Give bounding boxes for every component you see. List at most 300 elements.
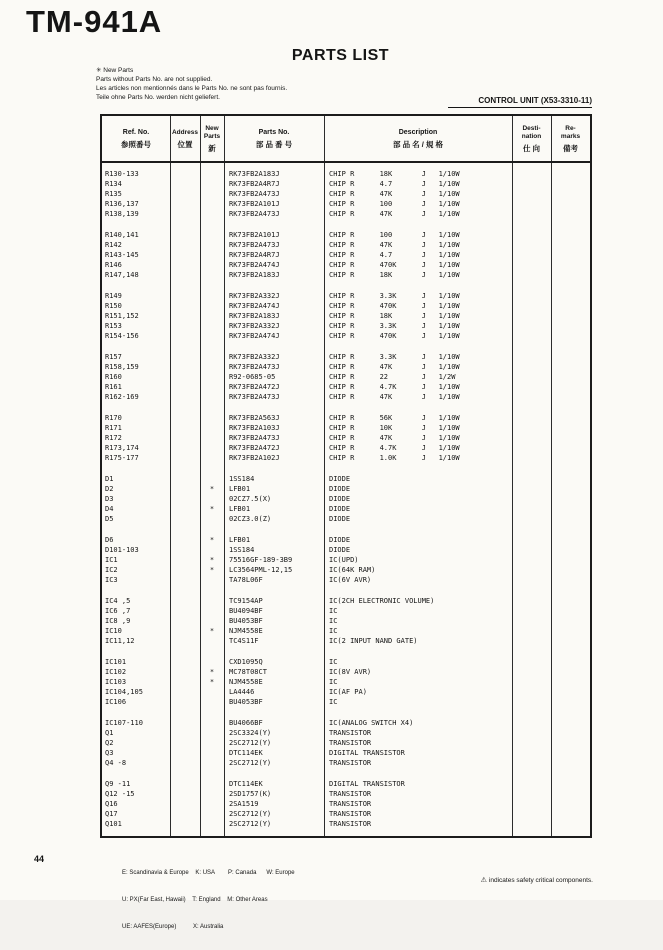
destination-cell: [512, 606, 551, 616]
ref-no-cell: R153: [105, 322, 122, 330]
ref-no-cell: IC106: [105, 698, 127, 706]
table-row: [102, 443, 590, 453]
remarks-cell: [551, 504, 590, 514]
notes-block: [96, 66, 287, 102]
parts-no-cell: RK73FB2A102J: [229, 454, 280, 462]
destination-cell: [512, 718, 551, 728]
parts-no-cell: RK73FB2A472J: [229, 444, 280, 452]
description-cell: TRANSISTOR: [329, 790, 372, 798]
description-cell: CHIP R 3.3K J 1/10W: [329, 292, 460, 300]
parts-no-cell: RK73FB2A101J: [229, 231, 280, 239]
address-cell: [170, 504, 200, 514]
note-new-parts: ✳ New Parts: [96, 67, 134, 74]
new-parts-cell: [200, 494, 224, 504]
address-cell: [170, 555, 200, 565]
ref-no-cell: IC1: [105, 556, 118, 564]
new-parts-cell: *: [209, 485, 215, 493]
table-row: [102, 809, 590, 819]
destination-cell: [512, 413, 551, 423]
description-cell: IC: [329, 658, 338, 666]
address-cell: [170, 230, 200, 240]
description-cell: CHIP R 100 J 1/10W: [329, 200, 460, 208]
ref-no-cell: IC104,105: [105, 688, 143, 696]
ref-no-cell: Q101: [105, 820, 122, 828]
table-row: [102, 626, 590, 636]
new-parts-cell: [200, 748, 224, 758]
parts-no-cell: RK73FB2A473J: [229, 393, 280, 401]
new-parts-cell: *: [209, 627, 215, 635]
header-new-parts: [200, 116, 224, 161]
parts-no-cell: MC78T08CT: [229, 668, 267, 676]
destination-cell: [512, 453, 551, 463]
header-address: [170, 116, 200, 161]
destination-cell: [512, 362, 551, 372]
ref-no-cell: R161: [105, 383, 122, 391]
parts-no-cell: BU4053BF: [229, 698, 263, 706]
new-parts-cell: [200, 250, 224, 260]
new-parts-cell: *: [209, 566, 215, 574]
remarks-cell: [551, 453, 590, 463]
destination-cell: [512, 189, 551, 199]
table-row: [102, 321, 590, 331]
remarks-cell: [551, 728, 590, 738]
parts-no-cell: RK73FB2A103J: [229, 424, 280, 432]
destination-cell: [512, 809, 551, 819]
table-row: [102, 250, 590, 260]
destination-cell: [512, 240, 551, 250]
remarks-cell: [551, 240, 590, 250]
destination-cell: [512, 423, 551, 433]
remarks-cell: [551, 179, 590, 189]
destination-cell: [512, 504, 551, 514]
parts-no-cell: LFB01: [229, 536, 251, 544]
remarks-cell: [551, 189, 590, 199]
new-parts-cell: [200, 392, 224, 402]
remarks-cell: [551, 413, 590, 423]
row-group: [102, 169, 590, 219]
table-row: [102, 301, 590, 311]
remarks-cell: [551, 718, 590, 728]
remarks-cell: [551, 331, 590, 341]
description-cell: TRANSISTOR: [329, 739, 372, 747]
ref-no-cell: IC102: [105, 668, 127, 676]
address-cell: [170, 687, 200, 697]
remarks-cell: [551, 433, 590, 443]
destination-cell: [512, 321, 551, 331]
destination-cell: [512, 169, 551, 179]
destination-cell: [512, 535, 551, 545]
description-cell: IC: [329, 617, 338, 625]
table-row: [102, 372, 590, 382]
row-group: [102, 596, 590, 646]
address-cell: [170, 758, 200, 768]
description-cell: DIGITAL TRANSISTOR: [329, 749, 405, 757]
ref-no-cell: Q16: [105, 800, 118, 808]
new-parts-cell: [200, 321, 224, 331]
new-parts-cell: [200, 413, 224, 423]
parts-no-cell: RK73FB2A183J: [229, 170, 280, 178]
ref-no-cell: R146: [105, 261, 122, 269]
description-cell: IC(8V AVR): [329, 668, 372, 676]
row-group: [102, 474, 590, 524]
new-parts-cell: [200, 240, 224, 250]
new-parts-cell: [200, 799, 224, 809]
table-row: [102, 230, 590, 240]
table-row: [102, 433, 590, 443]
header-address-en: Address: [171, 128, 198, 136]
parts-no-cell: RK73FB2A472J: [229, 383, 280, 391]
table-row: [102, 270, 590, 280]
description-cell: DIGITAL TRANSISTOR: [329, 780, 405, 788]
description-cell: IC(64K RAM): [329, 566, 376, 574]
parts-no-cell: 1SS184: [229, 475, 255, 483]
parts-no-cell: 2SC2712(Y): [229, 820, 272, 828]
ref-no-cell: IC10: [105, 627, 122, 635]
parts-no-cell: 2SC2712(Y): [229, 759, 272, 767]
description-cell: IC: [329, 678, 338, 686]
address-cell: [170, 728, 200, 738]
table-row: [102, 789, 590, 799]
destination-cell: [512, 545, 551, 555]
destination-cell: [512, 687, 551, 697]
parts-no-cell: RK73FB2A332J: [229, 353, 280, 361]
new-parts-cell: [200, 789, 224, 799]
new-parts-cell: [200, 616, 224, 626]
ref-no-cell: IC8 ,9: [105, 617, 131, 625]
description-cell: TRANSISTOR: [329, 729, 372, 737]
parts-no-cell: RK73FB2A563J: [229, 414, 280, 422]
new-parts-cell: [200, 809, 224, 819]
description-cell: CHIP R 47K J 1/10W: [329, 190, 460, 198]
address-cell: [170, 199, 200, 209]
table-row: [102, 657, 590, 667]
parts-no-cell: RK73FB2A4R7J: [229, 180, 280, 188]
note-en: Parts without Parts No. are not supplied.: [96, 76, 213, 83]
ref-no-cell: R140,141: [105, 231, 139, 239]
parts-no-cell: BU4066BF: [229, 719, 263, 727]
ref-no-cell: IC6 ,7: [105, 607, 131, 615]
model-title: TM-941A: [26, 4, 163, 39]
table-row: [102, 189, 590, 199]
parts-no-cell: RK73FB2A4R7J: [229, 251, 280, 259]
table-row: [102, 413, 590, 423]
table-row: [102, 209, 590, 219]
description-cell: IC(6V AVR): [329, 576, 372, 584]
unit-label: CONTROL UNIT (X53-3310-11): [448, 96, 592, 108]
page-number: 44: [34, 854, 45, 864]
table-row: [102, 199, 590, 209]
ref-no-cell: Q3: [105, 749, 114, 757]
address-cell: [170, 189, 200, 199]
row-group: [102, 657, 590, 707]
ref-no-cell: R175-177: [105, 454, 139, 462]
table-row: [102, 606, 590, 616]
remarks-cell: [551, 494, 590, 504]
header-remarks-en1: Re-: [565, 124, 576, 132]
remarks-cell: [551, 636, 590, 646]
parts-no-cell: 2SC3324(Y): [229, 729, 272, 737]
table-row: [102, 352, 590, 362]
destination-cell: [512, 301, 551, 311]
table-row: [102, 758, 590, 768]
address-cell: [170, 250, 200, 260]
parts-no-cell: RK73FB2A332J: [229, 292, 280, 300]
row-group: [102, 291, 590, 341]
address-cell: [170, 575, 200, 585]
remarks-cell: [551, 809, 590, 819]
remarks-cell: [551, 291, 590, 301]
address-cell: [170, 169, 200, 179]
remarks-cell: [551, 250, 590, 260]
header-ref-no: [102, 116, 170, 161]
ref-no-cell: R130-133: [105, 170, 139, 178]
destination-cell: [512, 789, 551, 799]
ref-no-cell: Q1: [105, 729, 114, 737]
remarks-cell: [551, 616, 590, 626]
address-cell: [170, 535, 200, 545]
table-row: [102, 453, 590, 463]
description-cell: CHIP R 56K J 1/10W: [329, 414, 460, 422]
parts-no-cell: NJM4558E: [229, 627, 263, 635]
remarks-cell: [551, 606, 590, 616]
parts-no-cell: BU4053BF: [229, 617, 263, 625]
new-parts-cell: *: [209, 678, 215, 686]
ref-no-cell: R138,139: [105, 210, 139, 218]
parts-no-cell: RK73FB2A183J: [229, 312, 280, 320]
table-row: [102, 382, 590, 392]
new-parts-cell: [200, 260, 224, 270]
new-parts-cell: [200, 758, 224, 768]
new-parts-cell: [200, 596, 224, 606]
parts-no-cell: 02CZ7.5(X): [229, 495, 272, 503]
destination-cell: [512, 382, 551, 392]
description-cell: IC(2 INPUT NAND GATE): [329, 637, 418, 645]
address-cell: [170, 453, 200, 463]
table-row: [102, 555, 590, 565]
remarks-cell: [551, 311, 590, 321]
remarks-cell: [551, 748, 590, 758]
address-cell: [170, 799, 200, 809]
address-cell: [170, 514, 200, 524]
destination-cell: [512, 636, 551, 646]
address-cell: [170, 748, 200, 758]
row-group: [102, 718, 590, 768]
destination-cell: [512, 291, 551, 301]
ref-no-cell: D2: [105, 485, 114, 493]
description-cell: CHIP R 4.7 J 1/10W: [329, 180, 460, 188]
table-row: [102, 687, 590, 697]
new-parts-cell: [200, 352, 224, 362]
new-parts-cell: [200, 545, 224, 555]
remarks-cell: [551, 697, 590, 707]
safety-note: [481, 876, 593, 884]
description-cell: TRANSISTOR: [329, 810, 372, 818]
parts-no-cell: TC4S11F: [229, 637, 259, 645]
address-cell: [170, 616, 200, 626]
description-cell: CHIP R 47K J 1/10W: [329, 210, 460, 218]
address-cell: [170, 311, 200, 321]
parts-no-cell: 02CZ3.0(Z): [229, 515, 272, 523]
remarks-cell: [551, 565, 590, 575]
ref-no-cell: R162-169: [105, 393, 139, 401]
table-row: [102, 179, 590, 189]
remarks-cell: [551, 423, 590, 433]
address-cell: [170, 819, 200, 829]
destination-cell: [512, 616, 551, 626]
parts-no-cell: 2SD1757(K): [229, 790, 272, 798]
note-de: Teile ohne Parts No. werden nicht geliefert.: [96, 94, 220, 101]
ref-no-cell: IC4 ,5: [105, 597, 131, 605]
header-description-en: Description: [398, 129, 438, 136]
table-row: [102, 423, 590, 433]
new-parts-cell: [200, 179, 224, 189]
parts-no-cell: RK73FB2A474J: [229, 261, 280, 269]
address-cell: [170, 809, 200, 819]
new-parts-cell: *: [209, 505, 215, 513]
remarks-cell: [551, 535, 590, 545]
ref-no-cell: Q17: [105, 810, 118, 818]
remarks-cell: [551, 301, 590, 311]
destination-cell: [512, 626, 551, 636]
ref-no-cell: IC101: [105, 658, 127, 666]
address-cell: [170, 382, 200, 392]
ref-no-cell: Q9 -11: [105, 780, 131, 788]
table-row: [102, 504, 590, 514]
destination-cell: [512, 667, 551, 677]
address-cell: [170, 270, 200, 280]
destination-cell: [512, 779, 551, 789]
remarks-cell: [551, 169, 590, 179]
ref-no-cell: R134: [105, 180, 122, 188]
destination-cell: [512, 311, 551, 321]
table-row: [102, 535, 590, 545]
address-cell: [170, 179, 200, 189]
ref-no-cell: R150: [105, 302, 122, 310]
address-cell: [170, 677, 200, 687]
new-parts-cell: [200, 301, 224, 311]
parts-no-cell: LA4446: [229, 688, 255, 696]
parts-no-cell: R92-0685-05: [229, 373, 276, 381]
table-row: [102, 545, 590, 555]
description-cell: CHIP R 47K J 1/10W: [329, 434, 460, 442]
ref-no-cell: R157: [105, 353, 122, 361]
table-header: [102, 116, 590, 163]
ref-no-cell: R173,174: [105, 444, 139, 452]
address-cell: [170, 392, 200, 402]
remarks-cell: [551, 382, 590, 392]
destination-cell: [512, 209, 551, 219]
new-parts-cell: [200, 423, 224, 433]
new-parts-cell: *: [209, 556, 215, 564]
ref-no-cell: IC107-110: [105, 719, 143, 727]
ref-no-cell: IC2: [105, 566, 118, 574]
table-row: [102, 667, 590, 677]
address-cell: [170, 596, 200, 606]
ref-no-cell: R135: [105, 190, 122, 198]
description-cell: DIODE: [329, 505, 351, 513]
description-cell: CHIP R 18K J 1/10W: [329, 271, 460, 279]
remarks-cell: [551, 657, 590, 667]
header-address-jp: 位置: [177, 139, 193, 149]
destination-cell: [512, 474, 551, 484]
remarks-cell: [551, 484, 590, 494]
new-parts-cell: [200, 657, 224, 667]
parts-no-cell: 75516GF-189-3B9: [229, 556, 293, 564]
parts-no-cell: 1SS184: [229, 546, 255, 554]
address-cell: [170, 413, 200, 423]
new-parts-cell: [200, 270, 224, 280]
legend-line: E: Scandinavia & Europe K: USA P: Canada W: Europe: [122, 870, 295, 876]
destination-cell: [512, 596, 551, 606]
remarks-cell: [551, 270, 590, 280]
address-cell: [170, 565, 200, 575]
destination-cell: [512, 372, 551, 382]
destination-cell: [512, 199, 551, 209]
parts-no-cell: LFB01: [229, 485, 251, 493]
parts-no-cell: 2SC2712(Y): [229, 739, 272, 747]
address-cell: [170, 718, 200, 728]
description-cell: CHIP R 100 J 1/10W: [329, 231, 460, 239]
description-cell: IC(AF PA): [329, 688, 367, 696]
table-row: [102, 291, 590, 301]
header-new-en1: New: [205, 124, 219, 132]
new-parts-cell: [200, 169, 224, 179]
description-cell: DIODE: [329, 515, 351, 523]
ref-no-cell: R154-156: [105, 332, 139, 340]
ref-no-cell: Q4 -8: [105, 759, 127, 767]
remarks-cell: [551, 819, 590, 829]
ref-no-cell: R136,137: [105, 200, 139, 208]
ref-no-cell: IC11,12: [105, 637, 135, 645]
ref-no-cell: R170: [105, 414, 122, 422]
new-parts-cell: [200, 728, 224, 738]
table-row: [102, 362, 590, 372]
remarks-cell: [551, 321, 590, 331]
table-row: [102, 616, 590, 626]
table-row: [102, 779, 590, 789]
destination-cell: [512, 728, 551, 738]
warning-icon: ⚠: [480, 877, 487, 884]
ref-no-cell: D6: [105, 536, 114, 544]
table-row: [102, 718, 590, 728]
remarks-cell: [551, 575, 590, 585]
new-parts-cell: [200, 209, 224, 219]
parts-no-cell: DTC114EK: [229, 749, 263, 757]
new-parts-cell: [200, 687, 224, 697]
ref-no-cell: D101-103: [105, 546, 139, 554]
address-cell: [170, 291, 200, 301]
table-body: [102, 165, 590, 836]
address-cell: [170, 484, 200, 494]
row-group: [102, 413, 590, 463]
safety-note-text: indicates safety critical components.: [488, 877, 593, 884]
address-cell: [170, 474, 200, 484]
header-destination-jp: 仕 向: [522, 143, 541, 153]
parts-no-cell: 2SA1519: [229, 800, 259, 808]
new-parts-cell: [200, 697, 224, 707]
remarks-cell: [551, 199, 590, 209]
description-cell: CHIP R 470K J 1/10W: [329, 261, 460, 269]
destination-cell: [512, 555, 551, 565]
remarks-cell: [551, 545, 590, 555]
new-parts-cell: [200, 199, 224, 209]
description-cell: CHIP R 18K J 1/10W: [329, 312, 460, 320]
destination-cell: [512, 657, 551, 667]
parts-no-cell: CXD1095Q: [229, 658, 263, 666]
header-description-jp: 部 品 名 / 規 格: [392, 140, 443, 149]
remarks-cell: [551, 667, 590, 677]
description-cell: CHIP R 470K J 1/10W: [329, 332, 460, 340]
